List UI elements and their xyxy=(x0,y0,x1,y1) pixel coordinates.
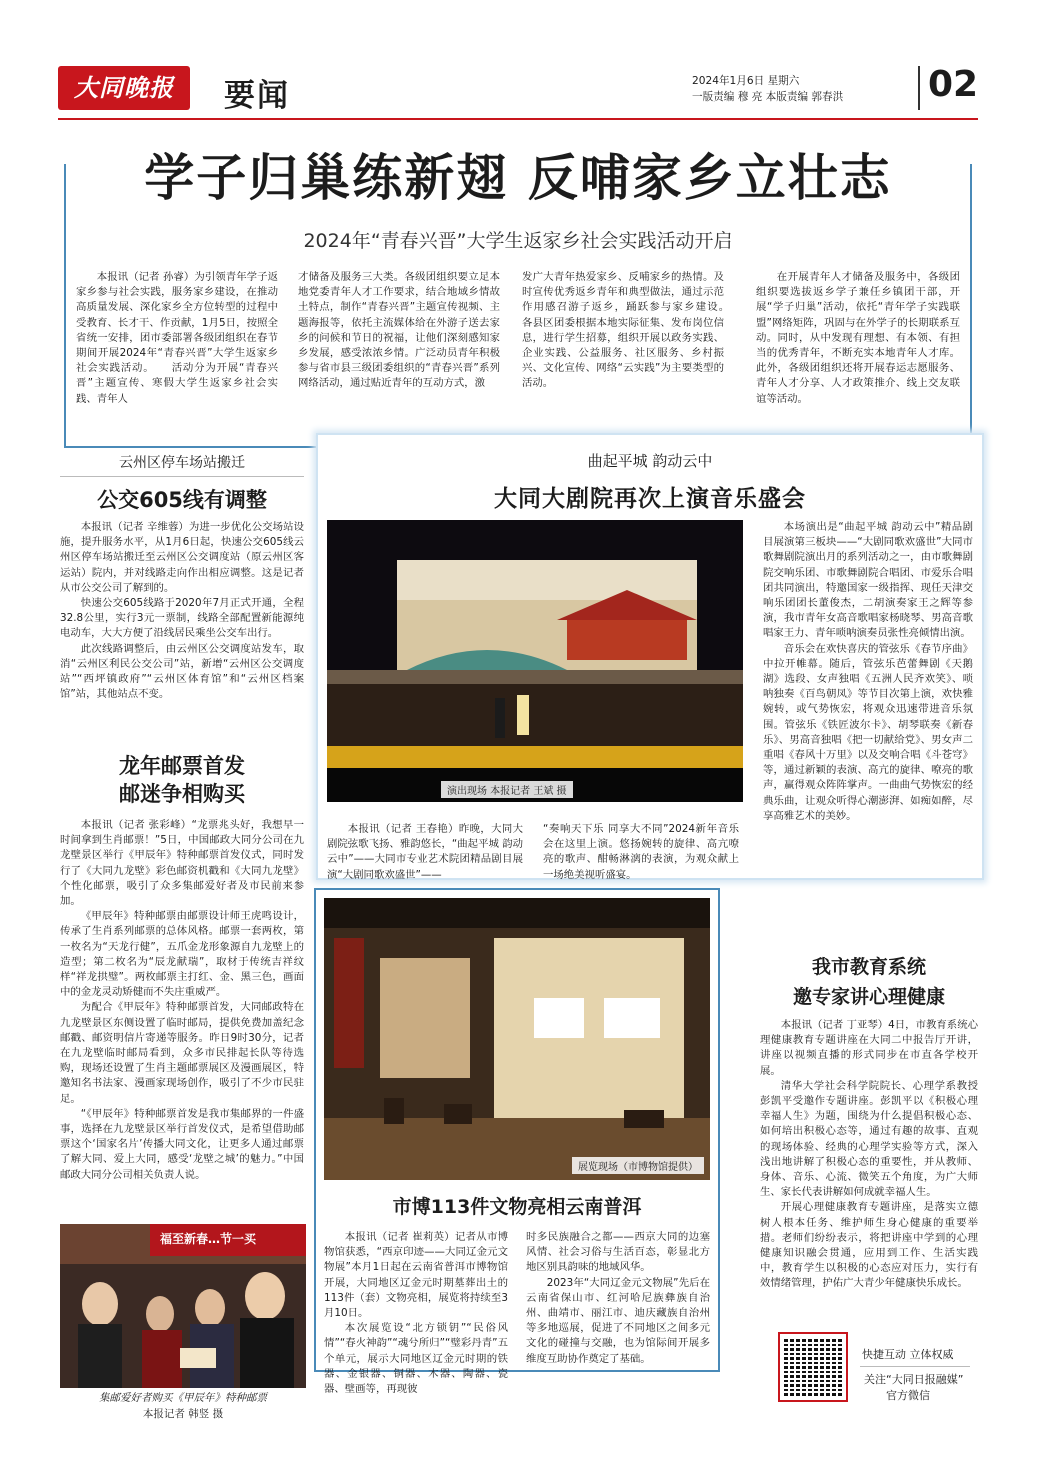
qr-slogan: 快捷互动 立体权威 xyxy=(862,1348,954,1361)
lead-column-1: 本报讯（记者 孙睿）为引领青年学子返家乡参与社会实践，服务家乡建设，在推动高质量发展、深化家乡全方位转型的过程中受教育、长才干、作贡献，1月5日，按照全省统一安排，团市委部署各级团组织在春节期间开展2024年“青春兴晋”大学生返家乡社会实践活动。 活动分为开展“青春兴晋”主题宣传、寒假大学生返家乡社会实践、青年人 xyxy=(76,271,278,405)
education-headline: 我市教育系统 邀专家讲心理健康 xyxy=(792,956,945,1008)
newspaper-logo: 大同晚报 xyxy=(58,66,190,110)
concert-photo xyxy=(327,520,743,802)
stamps-photo-banner: 福至新春…节一买 xyxy=(160,1232,257,1246)
lead-column-2: 才储备及服务三大类。各级团组织要立足本地党委青年人才工作要求，结合地域乡情故土特点，制作“青春兴晋”主题宣传视频、主题海报等，依托主流媒体给在外游子送去家乡的问候和节日的祝福，让他们深刻感知家乡发展，感受浓浓乡情。广泛动员青年积极参与省市县三级团委组织的“青春兴晋”系列网络活动，通过贴近青年的互动方式，激 xyxy=(298,271,500,390)
museum-right-column: 时多民族融合之都——西京大同的边塞风情、社会习俗与生活百态，彰显北方地区别具韵味的地域风华。 2023年“大同辽金元文物展”先后在云南省保山市、红河哈尼族彝族自治州、曲靖市、丽江市、迪庆藏族自治州等多地巡展，促进了不同地区之间多元文化的碰撞与交融，也为馆际间开展多维度互助协作奠定了基础。 xyxy=(526,1231,710,1365)
concert-under-right: “奏响天下乐 同享大不同”2024新年音乐会在这里上演。悠扬婉转的旋律、高亢嘹亮的歌声、酣畅淋漓的表演，为观众献上一场绝美视听盛宴。 xyxy=(543,823,739,881)
bus-kicker: 云州区停车场站搬迁 xyxy=(119,455,245,471)
qr-code[interactable] xyxy=(778,1332,848,1402)
concert-right-column: 本场演出是“曲起平城 韵动云中”精品剧目展演第三板块——“大剧同歌欢盛世”大同市歌舞剧院演出月的系列活动之一，由市歌舞剧院交响乐团、市歌舞剧院合唱团、市爱乐合唱团共同演出，特邀国家一级指挥、现任天津交响乐团团长董俊杰，二胡演奏家王之辉等参演，我市青年女高音歌唱家杨晓琴、男高音歌唱家王力、青年唢呐演奏员张性亮倾情出演。 音乐会在欢快喜庆的管弦乐《春节序曲》中拉开帷幕。随后，管弦乐芭蕾舞剧《天鹅湖》选段、女声独唱《五洲人民齐欢笑》、唢呐独奏《百鸟朝凤》等节目次第上演，欢快雅婉转，或气势恢宏，将观众迅速带进音乐氛围。管弦乐《铁匠波尔卡》、胡琴联奏《新春乐》、男高音独唱《把一切献给党》、男女声二重唱《春风十万里》以及交响合唱《斗苍穹》等，通过新颖的表演、高亢的旋律、嘹亮的歌声，赢得观众阵阵掌声。一曲曲气势恢宏的经典乐曲，让观众听得心潮澎湃、如痴如醉，尽享高雅艺术的美妙。 xyxy=(763,521,973,822)
museum-photo-caption: 展览现场（市博物馆提供） xyxy=(572,1157,704,1174)
concert-photo-illustration xyxy=(327,520,743,802)
concert-under-left: 本报讯（记者 王春艳）昨晚，大同大剧院弦歌飞扬、雅韵悠长，“曲起平城 韵动云中”——大同市专业艺术院团精品剧目展演“大剧同歌欢盛世”—— xyxy=(327,823,523,881)
stamps-photo-caption: 集邮爱好者购买《甲辰年》特种邮票 本报记者 韩竖 摄 xyxy=(99,1392,267,1420)
concert-kicker: 曲起平城 韵动云中 xyxy=(587,452,713,470)
qr-follow-text: 关注“大同日报融媒” 官方微信 xyxy=(864,1373,964,1402)
stamps-headline: 龙年邮票首发 邮迷争相购买 xyxy=(119,754,245,806)
museum-photo-illustration xyxy=(324,898,710,1180)
lead-headline: 学子归巢练新翅 反哺家乡立壮志 xyxy=(84,138,952,210)
editors-line: 一版责编 穆 亮 本版责编 郭春洪 xyxy=(692,91,844,103)
qr-rule xyxy=(860,1366,970,1367)
masthead-rule xyxy=(58,118,978,120)
bus-body: 本报讯（记者 辛维蓉）为进一步优化公交场站设施，提升服务水平，从1月6日起，快速公交605线云州区停车场站搬迁至云州区公交调度站（原云州区客运站）院内，并对线路走向作出相应调整。这是记者从市公交公司了解到的。 快速公交605线路于2020年7月正式开通，全程32.8公里，实行3元一票制，线路全部配置新能源纯电动车，大大方便了沿线居民乘坐公交车出行。 此次线路调整后，由云州区公交调度站发车，取消“云州区利民公交公司”站，新增“云州区公交调度站”“西坪镇政府”“云州区体育馆”和“云州区档案馆”站，其他站点不变。 xyxy=(60,521,304,701)
lead-column-4: 在开展青年人才储备及服务中，各级团组织要选拔返乡学子兼任乡镇团干部，开展“学子归巢”活动，依托“青年学子实践联盟”网络矩阵，巩固与在外学子的长期联系互动。同时，从中发现有理想、有本领、有担当的优秀青年，不断充实本地青年人才库。此外，各级团组织还将开展春运志愿服务、青年人才分享、人才政策推介、线上交友联谊等活动。 xyxy=(756,271,960,405)
page-number: 02 xyxy=(928,64,979,105)
qr-code-pattern xyxy=(784,1338,842,1396)
lead-column-3: 发广大青年热爱家乡、反哺家乡的热情。及时宣传优秀返乡青年和典型做法，通过示范作用感召游子返乡，踊跃参与家乡建设。 各县区团委根据本地实际征集、发布岗位信息，进行学生招募，组织开展以政务实践、企业实践、公益服务、社区服务、乡村振兴、文化宣传、网络“云实践”为主要类型的活动。 xyxy=(522,271,745,390)
museum-headline: 市博113件文物亮相云南普洱 xyxy=(392,1196,642,1218)
museum-photo xyxy=(324,898,710,1180)
concert-headline: 大同大剧院再次上演音乐盛会 xyxy=(494,486,806,512)
bus-rule xyxy=(60,476,304,477)
bus-headline: 公交605线有调整 xyxy=(97,488,267,512)
education-body: 本报讯（记者 丁亚琴）4日，市教育系统心理健康教育专题讲座在大同二中报告厅开讲，讲座以视频直播的形式同步在市直各学校开展。 清华大学社会科学院院长、心理学系教授彭凯平受邀作专题讲座。彭凯平以《积极心理 幸福人生》为题，围绕为什么提倡积极心态、如何培出积极心态等，通过有趣的故事、直观的现场体验、经典的心理学实验等方式，深入浅出地讲解了积极心态的重要性，并从教师、身体、音乐、心流、微笑五个角度，为广大师生、家长代表讲解如何成就幸福人生。 开展心理健康教育专题讲座，是落实立德树人根本任务、维护师生身心健康的重要举措。老师们纷纷表示，将把讲座中学到的心理健康知识融会贯通，应用到工作、生活实践中，教育学生以积极的心态应对压力，实行有效情绪管理，护佑广大青少年健康快乐成长。 xyxy=(760,1019,978,1290)
issue-date: 2024年1月6日 星期六 xyxy=(692,75,800,87)
stamps-body: 本报讯（记者 张彩峰）“龙票兆头好，我想早一时间拿到生肖邮票！”5日，中国邮政大同分公司在九龙壁景区举行《甲辰年》特种邮票首发仪式，同时发行了《大同九龙壁》彩色邮资机戳和《大同九龙壁》个性化邮票，吸引了众多集邮爱好者及市民前来参加。 《甲辰年》特种邮票由邮票设计师王虎鸣设计，传承了生肖系列邮票的总体风格。邮票一套两枚，第一枚名为“天龙行健”，五爪金龙形象源自九龙壁上的造型；第二枚名为“辰龙献瑞”，取材于传统吉祥纹样“祥龙拱璧”。两枚邮票主打红、金、黑三色，画面中的金龙灵动矫健而不失庄重威严。 为配合《甲辰年》特种邮票首发，大同邮政特在九龙壁景区东侧设置了临时邮局，提供免费加盖纪念邮戳、邮资明信片寄递等服务。昨日9时30分，记者在九龙壁临时邮局看到，众多市民排起长队等待选购，现场还设置了生肖主题邮票展区及漫画展区，特邀知名书法家、漫画家现场创作，吸引了不少市民驻足。 “《甲辰年》特种邮票首发是我市集邮界的一件盛事，选择在九龙壁景区举行首发仪式，是希望借助邮票这个‘国家名片’传播大同文化，让更多人通过邮票了解大同、爱上大同，感受‘龙壁之城’的魅力。”中国邮政大同分公司相关负责人说。 xyxy=(60,819,304,1181)
stamps-photo-illustration xyxy=(60,1224,306,1388)
museum-left-column: 本报讯（记者 崔莉英）记者从市博物馆获悉，“西京印迹——大同辽金元文物展”本月1日起在云南省普洱市博物馆开展，大同地区辽金元时期墓葬出土的113件（套）文物亮相，展览将持续至3月10日。 本次展览设“北方锁钥”“民俗风情”“春火神韵”“魂兮所归”“璧彩丹青”五个单元，展示大同地区辽金元时期的铁器、金银器、铜器、木器、陶器、瓷器、壁画等，再现彼 xyxy=(324,1231,508,1396)
concert-photo-caption: 演出现场 本报记者 王斌 摄 xyxy=(441,781,573,798)
masthead-info xyxy=(692,73,843,105)
lead-subhead: 2024年“青春兴晋”大学生返家乡社会实践活动开启 xyxy=(303,230,733,252)
section-title: 要闻 xyxy=(224,78,290,114)
masthead-divider xyxy=(918,66,920,110)
stamps-photo xyxy=(60,1224,306,1388)
